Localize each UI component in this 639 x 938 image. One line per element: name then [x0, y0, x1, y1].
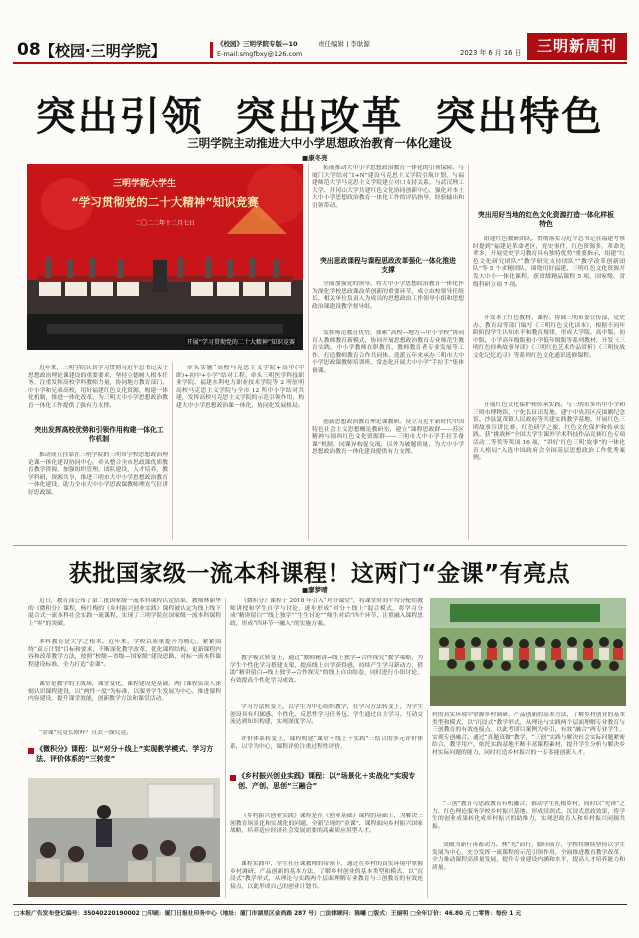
- a2-col1-body3: 课堂是教学的主战场，课堂变化，课程建设是基础。两门课程负责人深刻认识课程建设，以“两性一度”为标准，以服务学生发展为中心，推进课程内容建设，提升课堂效能，创新教学方法和课堂活动。: [28, 681, 221, 703]
- a1-col5-subhead: 突出用好当地的红色文化资源打造一体化样板特色: [478, 211, 614, 228]
- a1-col3-body3: 发挥师范教育优势，探索“高校—地方—中小学校”协同育人教师教育新模式，协同开展思想政治教育专业师范生教育实践，中小学教师在职教育，教师教育者专业发展等工作，打造教师教育合作共同体。选派五年来承办三明市大中小学思政课教师培训班，常态化开展大中小学“手拉手”集体备课。: [312, 330, 464, 374]
- a2-col2-body5: 《乡村振兴创业实践》课程是在《创业基础》课程的基础上，为解决三创教育场景化和实战化的问题，全新呈现的“金课”，课程面向乡村振兴国家战略，培养适应经济社会发展需要的高素质应用型人才。: [230, 813, 423, 835]
- a2-col1-body: 近日，教育部公布了第二批国家级一流本科课程认定结果，教师林丽华的《微积分》课程，杨红梅的《乡村振兴创业实践》课程被认定为线上线下混合式一流本科社会实践一流课程，实现了三明学院在国家级一流本科课程上“零”的突破。: [28, 598, 221, 627]
- a1-col1-intro: 近年来，三明学院认真学习贯彻习近平总书记关于思想政治理论课建设的重要要求，坚持立德树人根本任务，注重发挥高校学科教师力量，协同地方教育部门、中小学和兄弟高校，用好福建红色文化资源，构建一体化机制，推进一体化改革，为三明大中小学思想政治教育一体化工作提供了强有力支撑。: [28, 365, 168, 409]
- a2-col2-body: 《微积分》课程于 2018 年引入“对分课堂”，将课堂时间平均分配给教师讲授和学生自学与讨论，逐步形成“对分＋线上”混合模式，将学习分成“精讲留白”“线上独学”“生生讨论”“师生对话”四个环节，注重融入课程思政，形成“四环节一融入”的实施方案。: [230, 598, 423, 627]
- photo-banner-date: 二〇二二年十二月七日: [134, 220, 195, 227]
- a2-col2-body2: 教学模式转变上，通过“教师精讲→线上独学→合作探究”教学策略，为学生个性化学习搭建支架，提高线上自学获得感，持续产生学习新动力，借助“精讲留白→线上独学→合作探究”的线上自由组卷，同时进行小组讨论，有效提高个性化学习成效。: [230, 655, 423, 684]
- competition-photo: [27, 164, 303, 350]
- a1-col1-body: 推动成立挂靠在三明学院的三明市学校思想政治理论课一体化建设协同中心。牵头整合全市思政课优质教育教学资源，加强组织管理，团队建设，人才培养，教学科研，资源共享，推进三明市大中小学思想政治教育一体化建设，助力全市大中小学思政课教师理直气壮讲好思政课。: [28, 452, 168, 496]
- a1-col3-body: 拓展推动大中小学思想政治教育一体化的引领保障。与厦门大学结对“1+N”建设马克思主义学院引航计划，与福建师范大学马克思主义学院建立对口支持关系，与武汉理工大学、井冈山大学共建红色文化协同创新中心，强化对本土大中小学思想政治教育一体化工作的评估指导，经验输出和引领带动。: [312, 165, 464, 209]
- article1-headline: 突出引领 突出改革 突出特色: [35, 94, 604, 140]
- a2-col3-body3: 突破为新行再蓄动力。林“光”而行，脚印前方，学校将继续坚持以学生发展为中心，充分发挥一流课程的示范引领作用，全面推进教育教学改革，全力推动课程高质量发展，提升专业建设内涵和水平，提高人才培养能力和质量。: [432, 842, 625, 871]
- a2-col3-body: 村的真实环境中掌握乡村调研、产品创新的基本方法，了解乡村创业的基本类型和模式，以“沉浸式”教学形式，从理论与实践两个层面理解专业教育与三创教育的有效连接点，以此考团目案例为牵引，有效“融合”两专业学生，实现专创融合。通过“真题真做”教学，“三创”实践与解决社会实际问题紧密结合，教学用户，依托实践基地不断丰富课程素材，提升学生分析与解决乡村实际问题的能力，同时打造乡村振兴的一专多能创新人才。: [432, 712, 625, 756]
- column-rule: [308, 164, 309, 540]
- box1-title: 《微积分》课程：以“对分＋线上”实现教学模式、学习方法、评价体系的“三转变”: [36, 745, 214, 763]
- article1-subheadline: 三明学院主动推进大中小学思想政治教育一体化建设: [187, 136, 452, 150]
- column-rule: [225, 598, 226, 898]
- box-marker: [230, 775, 236, 781]
- column-rule: [468, 164, 469, 540]
- classroom-illustration: [28, 778, 220, 897]
- a1-col3-body2: 全面加强党的领导。将大中小学思想政治教育一体化作为深化学校思政课改革创新的重要环节，成立由校领导任组长，相关单位负责人为成员的思想政治工作领导小组和思想政治课建设教学督导组。: [312, 281, 464, 310]
- issue-date: 2023 年 6 月 16 日: [460, 49, 522, 57]
- article-separator: [13, 545, 627, 546]
- a1-col5-body: 组建红色教研团队。贯彻落实习近平总书记在福建考察时提到“福建是革命老区，党史事件，红色资源多，革命先辈多，开展党史学习教育具有独特优势”重要指示，组建“红色文化研究团队”“教学研究支持团队”“教学改革创新团队”等 5 个求精团队，围绕用好福建、三明红色文化资源开发大中小一体化课程，获省级精品课程 5 项，国家级、省级科研立项 7 项。: [473, 236, 625, 288]
- article1-byline: ■康冬亮: [302, 154, 328, 162]
- footer-info: □本报广告发布登记编号：35040220190002 □印刷：厦门日报社印务中心（地址：厦门市湖里区金尚路 287 号）□法律顾问：陈曦 □版式：王丽明 □全年订价：46.80 元 □零售：每份 1 元: [14, 911, 522, 917]
- a2-col2-body4: 评价体系转变上，课程构建“课堂＋线上＋实践”三结合的多元评价体系，以学为中心，课程评价注重过程性评价。: [230, 736, 423, 750]
- section-title: 【校园·三明学院】: [40, 42, 166, 60]
- photo-caption: 开展“学习贯彻党的二十大精神”知识竞赛: [186, 339, 295, 346]
- box2-title: 《乡村振兴创业实践》课程：以“场景化＋实战化”实现专创、产创、思创“三融合”: [238, 772, 416, 790]
- a2-col1-body2: 本科教育是大学之根本。近年来，学校以质量提升为核心，紧紧围绕“双万计划”目标和要求，不断深化教学改革，优化课程结构，更新课程内容和改革教学方法，按照“校级—省级—国家级”建设思路，对标一流本科课程建设标准，全力打造“金课”。: [28, 639, 221, 668]
- a2-col3-body2: “三创”教育与思政教育有机融合，推动学生扎根乡村，同时以“先锋”之力，红色理论服务学校乡村振兴基地，形成浸润式、沉浸式思政效果，将学生的创业成果转化成乡村振兴的助推力，实现思政育人和乡村振兴同频共振。: [432, 801, 625, 830]
- a1-col4-body: 创新思想政治教育理论课教研。设立习近平新时代中国特色社会主义思想概论教研室，建立“课程思政群——苏区精神与闽西红色文化资源群——三明市大中小学手拉手备课”机制，同课异构促交流，以外为破题质量，为大中小学思想政治教育一体化建设提供有力支撑。: [312, 419, 464, 456]
- a1-col5-body2: 开发本土红色教材、课程。协调三明市委宣传部、党史办、教育局等部门编写《三明红色文化读本》，根据不同年龄阶段学生认知水平和教育规律，形成大学版、高中版、初中版、小学高年级版和小学低年级版等系列教材，开发《三明红色经典故事导读》《三明红色艺术作品赏析》《三明抗战文化记忆追寻》等系列红色文化通识选修课程。: [473, 315, 625, 359]
- article2-headline: 获批国家级一流本科课程！这两门“金课”有亮点: [68, 561, 571, 587]
- a2-col1-body4: “金课”究竟长啥样？且去一探究竟。: [39, 730, 132, 736]
- photo-banner-top: 三明学院大学生: [113, 179, 177, 189]
- column-rule: [427, 710, 428, 898]
- article2-byline: ■廖梦晴: [302, 586, 328, 594]
- column-rule: [172, 362, 173, 540]
- a1-col5-body3: 开展红色文化保护和传承实践。与三明市多所中小学和三明市博物馆、宁化长征出发地、建宁中央苏区反围剿纪念馆、沙县夏茂镇人民政府等共建实践教学基地，开展红色三明故事宣讲比赛、红色研学之旅、红色文化保护和传承实践。获“挑战杯”全国大学生课外学术科技作品竞赛红色专项活动二等奖等奖项 16 项，“讲好‘红色三明’故事”的一体化育人格局”入选中国政府会全国基层思想政治工作优秀案例。: [473, 402, 625, 462]
- email-line: E-mail:smgfbxy@126.com: [217, 50, 303, 58]
- page-number: 08: [17, 40, 41, 60]
- a1-col2-body: 牵头实施“高校马克思主义学院+高中(中职)+初中+小学”结对工程。牵头三明医学科技职业学院、福建水利电力职业技术学院等 2 所驻明高校马克思主义学院与全市 12 所中小学结对共建，发挥高校马克思主义学院的示范引领作用，构建大中小学思想政治课一体化、协同化发展格局。: [176, 365, 304, 409]
- section-divider: [210, 42, 213, 58]
- a1-col3-subhead: 突出思政课程与课程思政改革强化一体化推进支撑: [320, 257, 456, 274]
- a2-col2-body3: 学习方法转变上，以学生为中心组织教学，在学习方法转变上，为学生创设具有归属感、个性化、反思性学习任务包，学生通过自主学习、互动交流达到知识构建，实现深度学习。: [230, 704, 423, 726]
- group-illustration: [430, 598, 626, 706]
- a2-col2-body6: 课程实践中，学生在任课教师的带领下，通过在乡村的真实环境中掌握乡村调研、产品创新的基本方法，了解乡村创业的基本类型和模式，以“沉浸式”教学形式，从理论与实践两个层面理解专业教育与三创教育的有效连接点，以此形成自己的创业计划书。: [230, 861, 423, 890]
- bracket-title: 《校园》三明学院专版—10: [217, 40, 298, 48]
- rural-practice-photo: [430, 598, 626, 706]
- masthead-logo: 三明新周刊: [527, 33, 627, 60]
- photo-banner-main: “学习贯彻党的二十大精神”知识竞赛: [71, 195, 259, 209]
- footer-rule: [13, 904, 627, 905]
- box-marker: [28, 748, 34, 754]
- editor-line: 责任编辑 | 李耿源: [318, 40, 370, 48]
- a1-col1-subhead: 突出发挥高校优势和引领作用构建一体化工作机制: [34, 426, 164, 443]
- stage-illustration: [27, 164, 303, 350]
- microcredit-class-photo: [28, 778, 220, 897]
- header-rule: [13, 62, 627, 64]
